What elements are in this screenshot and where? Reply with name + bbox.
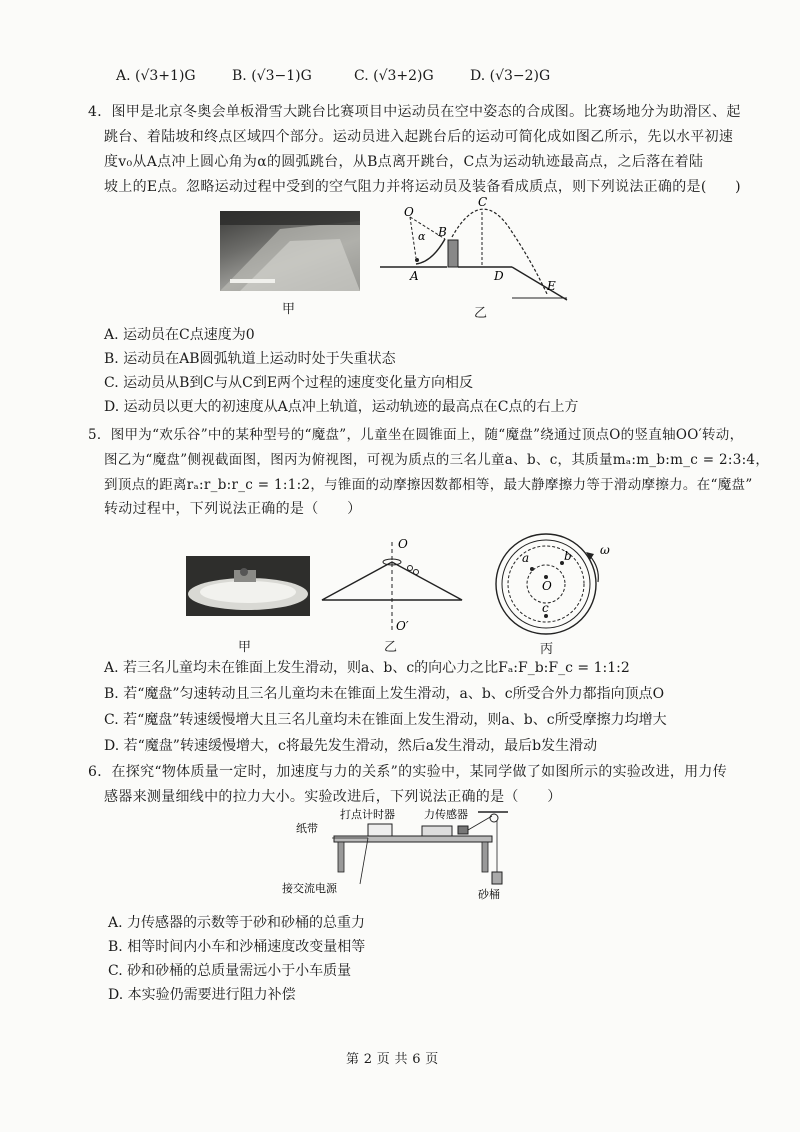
q5-label-c: c: [542, 601, 549, 615]
page-footer: 第 2 页 共 6 页: [346, 1052, 439, 1067]
q4-line: 4．图甲是北京冬奥会单板滑雪大跳台比赛项目中运动员在空中姿态的合成图。比赛场地分为助滑区、起: [88, 104, 741, 120]
q4-label-e: E: [547, 279, 556, 293]
q3-option-c: C. (√3+2)G: [354, 68, 434, 84]
q4-caption-yi: 乙: [474, 306, 488, 321]
q5-photo-magic-disc: [186, 556, 310, 616]
q4-label-c: C: [478, 195, 488, 209]
q4-line: 坡上的E点。忽略运动过程中受到的空气阻力并将运动员及装备看成质点，则下列说法正确的是( ): [104, 179, 741, 195]
q4-label-d: D: [494, 269, 504, 283]
q6-option-a: A. 力传感器的示数等于砂和砂桶的总重力: [108, 915, 366, 931]
q6-option-c: C. 砂和砂桶的总质量需远小于小车质量: [108, 963, 352, 979]
q5-option-a: A. 若三名儿童均未在锥面上发生滑动，则a、b、c的向心力之比Fₐ:F_b:F_c = 1:1:2: [104, 660, 630, 676]
q3-option-b: B. (√3−1)G: [232, 68, 312, 84]
q5-child-figure: [414, 570, 419, 575]
q5-cone-side-view: [318, 532, 468, 647]
q6-table-leg: [338, 842, 344, 872]
q6-apparatus-diagram: [282, 806, 512, 906]
q6-line: 6．在探究“物体质量一定时，加速度与力的关系”的实验中，某同学做了如图所示的实验改进，用力传: [88, 764, 728, 780]
q5-child-figure: [408, 566, 413, 571]
q5-option-b: B. 若“魔盘”匀速转动且三名儿童均未在锥面上发生滑动，a、b、c所受合外力都指向顶点O: [104, 686, 665, 702]
q6-label-tape: 纸带: [296, 822, 318, 835]
q4-radius-line: [410, 217, 416, 258]
q5-caption-bing: 丙: [540, 642, 554, 657]
q6-cart: [422, 826, 452, 836]
q5-label-o-prime: O′: [396, 619, 409, 633]
q4-option-a: A. 运动员在C点速度为0: [104, 327, 255, 343]
q5-line: 图乙为“魔盘”侧视截面图，图丙为俯视图，可视为质点的三名儿童a、b、c，其质量mₐ:m_b:m_c = 2:3:4，: [104, 452, 770, 468]
q5-caption-yi: 乙: [384, 640, 398, 655]
q4-photo-ski-jump: [220, 211, 360, 291]
q5-label-a: a: [522, 551, 530, 565]
q5-caption-jia: 甲: [238, 640, 252, 655]
q4-label-b: B: [438, 225, 447, 239]
q6-table-leg-right: [482, 842, 488, 872]
q4-option-b: B. 运动员在AB圆弧轨道上运动时处于失重状态: [104, 351, 396, 367]
q4-label-a: A: [410, 269, 419, 283]
q6-line: 感器来测量细线中的拉力大小。实验改进后，下列说法正确的是（ ）: [104, 789, 562, 805]
q5-line: 5．图甲为“欢乐谷”中的某种型号的“魔盘”，儿童坐在圆锥面上，随“魔盘”绕通过顶点O的竖直轴OO′转动，: [88, 427, 744, 443]
q3-option-a: A. (√3+1)G: [116, 68, 196, 84]
q6-timer: [368, 824, 392, 836]
q6-label-sensor: 力传感器: [424, 808, 468, 821]
q6-label-timer: 打点计时器: [340, 808, 395, 821]
q5-label-b: b: [564, 549, 572, 563]
q6-track: [334, 836, 492, 842]
q5-top-view: [486, 532, 616, 638]
q4-line: 跳台、着陆坡和终点区域四个部分。运动员进入起跳台后的运动可简化成如图乙所示，先以水平初速: [104, 129, 734, 145]
q4-photo-content: [220, 211, 360, 291]
q4-caption-jia: 甲: [282, 302, 296, 317]
q4-takeoff-ramp: [448, 240, 458, 267]
q4-label-alpha: α: [418, 230, 426, 243]
q6-label-bucket: 砂桶: [478, 888, 500, 901]
q5-point-a: [530, 567, 534, 571]
q4-option-d: D. 运动员以更大的初速度从A点冲上轨道，运动轨迹的最高点在C点的右上方: [104, 399, 579, 415]
q5-line: 到顶点的距离rₐ:r_b:r_c = 1:1:2，与锥面的动摩擦因数都相等，最大静摩擦力等于滑动摩擦力。在“魔盘”: [104, 477, 753, 493]
q4-line: 度v₀从A点冲上圆心角为α的圆弧跳台，从B点离开跳台，C点为运动轨迹最高点，之后落在着陆: [104, 154, 704, 170]
q4-landing-slope: [512, 267, 567, 300]
q5-option-c: C. 若“魔盘”转速缓慢增大且三名儿童均未在锥面上发生滑动，则a、b、c所受摩擦力均增大: [104, 712, 667, 728]
q6-force-sensor: [458, 826, 468, 834]
q5-option-d: D. 若“魔盘”转速缓慢增大，c将最先发生滑动，然后a发生滑动，最后b发生滑动: [104, 738, 598, 754]
q4-point-a: [415, 258, 419, 262]
q5-label-center: O: [542, 579, 552, 593]
q6-option-d: D. 本实验仍需要进行阻力补偿: [108, 987, 296, 1003]
q4-trajectory-diagram: [372, 192, 582, 302]
q5-label-o: O: [398, 537, 408, 551]
q6-power-wire: [360, 838, 368, 884]
q5-line: 转动过程中，下列说法正确的是（ ）: [104, 501, 362, 517]
q6-option-b: B. 相等时间内小车和沙桶速度改变量相等: [108, 939, 366, 955]
q4-label-o: O: [404, 205, 414, 219]
q5-photo-content: [186, 556, 310, 616]
q3-option-d: D. (√3−2)G: [470, 68, 551, 84]
q4-option-c: C. 运动员从B到C与从C到E两个过程的速度变化量方向相反: [104, 375, 474, 391]
q6-label-power: 接交流电源: [282, 882, 337, 895]
q6-sand-bucket: [492, 872, 502, 884]
q5-label-omega: ω: [600, 543, 610, 557]
q6-string: [468, 816, 492, 830]
